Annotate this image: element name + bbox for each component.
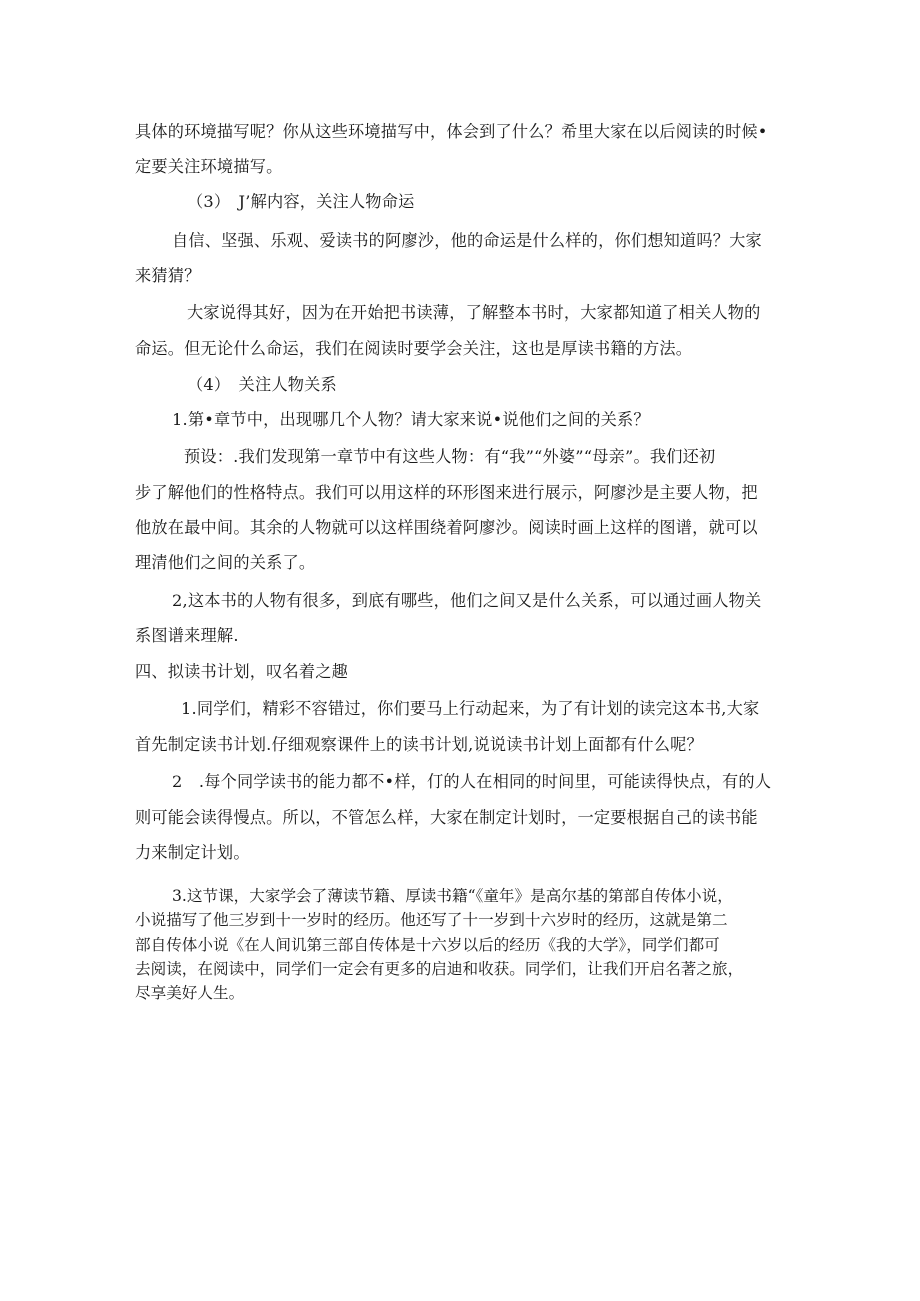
paragraph-line: 具体的环境描写呢？你从这些环境描写中，体会到了什么？希里大家在以后阅读的时候• <box>135 122 768 141</box>
paragraph-line: 首先制定读书计划.仔细观察课件上的读书计划,说说读书计划上面都有什么呢？ <box>135 735 703 754</box>
paragraph-line: 2,这本书的人物有很多，到底有哪些，他们之间又是什么关系，可以通过画人物关 <box>172 591 762 610</box>
paragraph-line: 系图谱来理解. <box>135 626 239 645</box>
paragraph-line: 去阅读，在阅读中，同学们一定会有更多的启迪和收获。同学们，让我们开启名著之旅， <box>135 960 744 978</box>
paragraph-line: 3.这节课，大家学会了薄读节籍、厚读书籍“《童年》是高尔基的第部自传体小说， <box>172 887 733 905</box>
paragraph-line: 他放在最中间。其余的人物就可以这样围绕着阿廖沙。阅读时画上这样的图谱，就可以 <box>135 518 758 537</box>
paragraph-line: 力来制定计划。 <box>135 843 250 862</box>
paragraph-line: 部自传体小说《在人间讥第三部自传体是十六岁以后的经历《我的大学》，同学们都可 <box>135 936 720 954</box>
paragraph-line: 定要关注环境描写。 <box>135 157 283 176</box>
paragraph-line: 自信、坚强、乐观、爱读书的阿廖沙，他的命运是什么样的，你们想知道吗？大家 <box>172 231 762 250</box>
paragraph-line: 理清他们之间的关系了。 <box>135 553 316 572</box>
paragraph-line: 来猜猜？ <box>135 266 201 285</box>
section-heading: （4） 关注人物关系 <box>187 375 337 394</box>
paragraph-line: 大家说得其好，因为在开始把书读薄，了解整本书时，大家都知道了相关人物的 <box>187 303 761 322</box>
section-heading: （3） J’解内容，关注人物命运 <box>187 192 415 211</box>
paragraph-line: 步了解他们的性格特点。我们可以用这样的环形图来进行展示，阿廖沙是主要人物，把 <box>135 483 758 502</box>
section-heading: 四、拟读书计划，叹名着之趣 <box>135 662 349 681</box>
paragraph-line: 则可能会读得慢点。所以，不管怎么样，大家在制定计划时，一定要根据自己的读书能 <box>135 808 758 827</box>
paragraph-line: 1.同学们，精彩不容错过，你们要马上行动起来，为了有计划的读完这本书,大家 <box>181 699 760 718</box>
paragraph-line: 2 .每个同学读书的能力都不•样，仃的人在相同的时间里，可能读得快点，有的人 <box>172 772 772 791</box>
paragraph-line: 命运。但无论什么命运，我们在阅读时要学会关注，这也是厚读书籍的方法。 <box>135 339 693 358</box>
paragraph-line: 1.第•章节中，出现哪几个人物？请大家来说•说他们之间的关系？ <box>172 410 650 429</box>
paragraph-line: 尽享美好人生。 <box>135 984 245 1002</box>
paragraph-line: 小说描写了他三岁到十一岁时的经历。他还写了十一岁到十六岁时的经历，这就是第二 <box>135 911 728 929</box>
paragraph-line: 预设：.我们发现第一章节中有这些人物：有“我”“外婆”“母亲”。我们还初 <box>184 447 716 466</box>
